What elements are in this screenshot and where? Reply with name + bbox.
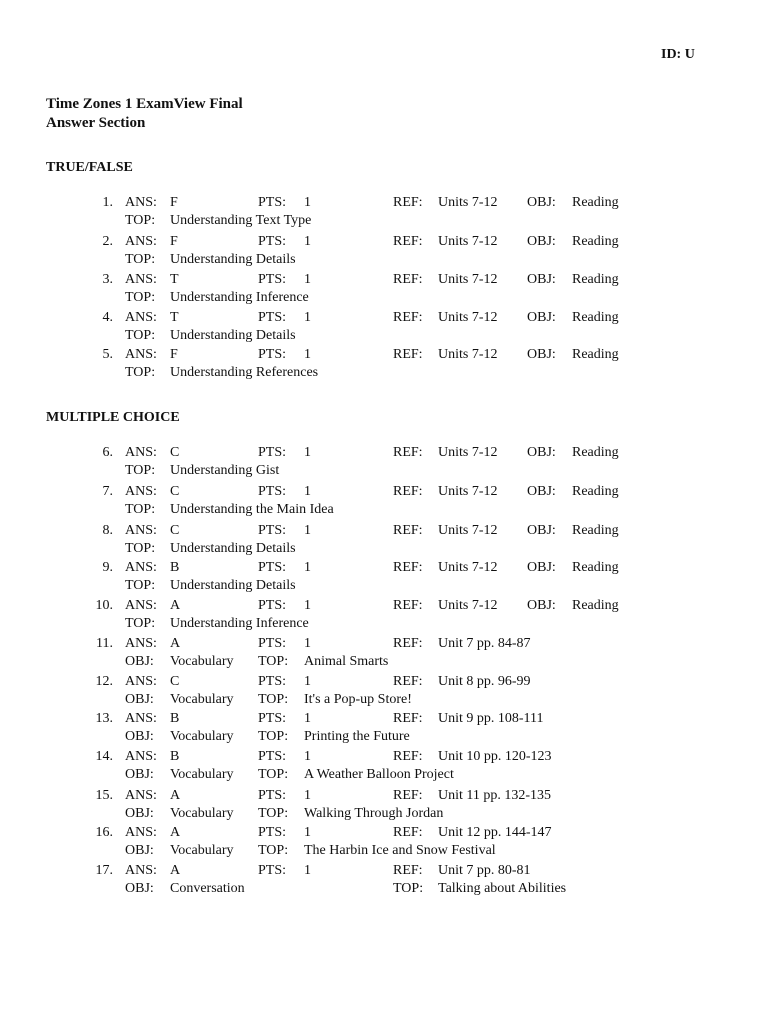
ref-label: REF: <box>393 523 423 538</box>
answer-row <box>0 483 768 501</box>
points-value: 1 <box>304 560 311 575</box>
answer-row-topic <box>0 251 768 269</box>
reference-value: Unit 7 pp. 80-81 <box>438 863 531 878</box>
ref-label: REF: <box>393 863 423 878</box>
topic-value: Understanding Inference <box>170 290 309 305</box>
answer-value: A <box>170 863 181 878</box>
points-value: 1 <box>304 195 311 210</box>
ans-label: ANS: <box>125 825 157 840</box>
answer-row-topic <box>0 327 768 345</box>
obj-label: OBJ: <box>527 560 556 575</box>
obj-label: OBJ: <box>527 234 556 249</box>
answer-row-objective <box>0 880 768 898</box>
question-number: 1. <box>102 195 113 210</box>
ans-label: ANS: <box>125 636 157 651</box>
pts-label: PTS: <box>258 445 287 460</box>
top-label: TOP: <box>125 365 156 380</box>
answer-row <box>0 559 768 577</box>
question-number: 8. <box>102 523 113 538</box>
answer-row <box>0 787 768 805</box>
answer-value: F <box>170 234 178 249</box>
obj-label: OBJ: <box>527 272 556 287</box>
ans-label: ANS: <box>125 674 157 689</box>
answer-row <box>0 748 768 766</box>
obj-label: OBJ: <box>125 767 154 782</box>
ref-label: REF: <box>393 788 423 803</box>
points-value: 1 <box>304 788 311 803</box>
topic-value: Understanding References <box>170 365 319 380</box>
answer-row-topic <box>0 212 768 230</box>
answer-value: A <box>170 598 181 613</box>
document-id: ID: U <box>661 47 695 62</box>
ref-label: REF: <box>393 598 423 613</box>
top-label: TOP: <box>125 290 156 305</box>
objective-value: Reading <box>572 234 619 249</box>
top-label: TOP: <box>258 767 289 782</box>
answer-value: C <box>170 674 180 689</box>
reference-value: Units 7-12 <box>438 195 498 210</box>
objective-value: Vocabulary <box>170 806 234 821</box>
topic-value: It's a Pop-up Store! <box>304 692 412 707</box>
question-number: 11. <box>96 636 113 651</box>
answer-row <box>0 824 768 842</box>
points-value: 1 <box>304 749 311 764</box>
topic-value: Understanding Details <box>170 252 296 267</box>
objective-value: Vocabulary <box>170 767 234 782</box>
answer-value: F <box>170 347 178 362</box>
points-value: 1 <box>304 523 311 538</box>
reference-value: Unit 12 pp. 144-147 <box>438 825 552 840</box>
reference-value: Units 7-12 <box>438 234 498 249</box>
objective-value: Reading <box>572 347 619 362</box>
objective-value: Reading <box>572 560 619 575</box>
objective-value: Reading <box>572 598 619 613</box>
question-number: 7. <box>102 484 113 499</box>
answer-row-topic <box>0 364 768 382</box>
answer-row-topic <box>0 615 768 633</box>
top-label: TOP: <box>125 502 156 517</box>
points-value: 1 <box>304 598 311 613</box>
reference-value: Units 7-12 <box>438 560 498 575</box>
topic-value: A Weather Balloon Project <box>304 767 454 782</box>
answer-row-objective <box>0 728 768 746</box>
reference-value: Units 7-12 <box>438 310 498 325</box>
answer-row <box>0 346 768 364</box>
question-number: 5. <box>102 347 113 362</box>
ans-label: ANS: <box>125 484 157 499</box>
topic-value: Animal Smarts <box>304 654 389 669</box>
points-value: 1 <box>304 825 311 840</box>
answer-value: B <box>170 560 180 575</box>
answer-row-objective <box>0 842 768 860</box>
top-label: TOP: <box>393 881 424 896</box>
pts-label: PTS: <box>258 863 287 878</box>
points-value: 1 <box>304 484 311 499</box>
answer-row-topic <box>0 462 768 480</box>
obj-label: OBJ: <box>527 523 556 538</box>
reference-value: Units 7-12 <box>438 523 498 538</box>
document-subtitle: Answer Section <box>46 115 146 131</box>
topic-value: Walking Through Jordan <box>304 806 444 821</box>
obj-label: OBJ: <box>125 843 154 858</box>
points-value: 1 <box>304 674 311 689</box>
topic-value: Understanding Details <box>170 541 296 556</box>
top-label: TOP: <box>125 616 156 631</box>
ans-label: ANS: <box>125 711 157 726</box>
ref-label: REF: <box>393 310 423 325</box>
reference-value: Unit 11 pp. 132-135 <box>438 788 552 803</box>
reference-value: Units 7-12 <box>438 484 498 499</box>
top-label: TOP: <box>125 213 156 228</box>
ans-label: ANS: <box>125 445 157 460</box>
ans-label: ANS: <box>125 195 157 210</box>
ref-label: REF: <box>393 560 423 575</box>
points-value: 1 <box>304 234 311 249</box>
topic-value: Talking about Abilities <box>438 881 567 896</box>
ref-label: REF: <box>393 484 423 499</box>
topic-value: Understanding the Main Idea <box>170 502 334 517</box>
points-value: 1 <box>304 711 311 726</box>
obj-label: OBJ: <box>125 806 154 821</box>
ref-label: REF: <box>393 445 423 460</box>
topic-value: Understanding Details <box>170 578 296 593</box>
pts-label: PTS: <box>258 711 287 726</box>
answer-value: C <box>170 484 180 499</box>
objective-value: Reading <box>572 195 619 210</box>
obj-label: OBJ: <box>527 445 556 460</box>
ans-label: ANS: <box>125 560 157 575</box>
pts-label: PTS: <box>258 347 287 362</box>
ref-label: REF: <box>393 711 423 726</box>
pts-label: PTS: <box>258 788 287 803</box>
answer-value: T <box>170 272 179 287</box>
objective-value: Vocabulary <box>170 843 234 858</box>
reference-value: Units 7-12 <box>438 272 498 287</box>
ref-label: REF: <box>393 347 423 362</box>
question-number: 12. <box>95 674 113 689</box>
question-number: 15. <box>95 788 113 803</box>
pts-label: PTS: <box>258 825 287 840</box>
question-number: 10. <box>95 598 113 613</box>
topic-value: Understanding Details <box>170 328 296 343</box>
ans-label: ANS: <box>125 863 157 878</box>
answer-value: T <box>170 310 179 325</box>
answer-value: C <box>170 445 180 460</box>
objective-value: Vocabulary <box>170 692 234 707</box>
top-label: TOP: <box>125 541 156 556</box>
question-number: 3. <box>102 272 113 287</box>
answer-row <box>0 309 768 327</box>
question-number: 16. <box>95 825 113 840</box>
reference-value: Unit 10 pp. 120-123 <box>438 749 552 764</box>
topic-value: The Harbin Ice and Snow Festival <box>304 843 496 858</box>
answer-value: C <box>170 523 180 538</box>
answer-value: B <box>170 749 180 764</box>
pts-label: PTS: <box>258 749 287 764</box>
ans-label: ANS: <box>125 310 157 325</box>
section-heading-multiple-choice: MULTIPLE CHOICE <box>46 410 180 425</box>
top-label: TOP: <box>125 252 156 267</box>
reference-value: Units 7-12 <box>438 445 498 460</box>
question-number: 13. <box>95 711 113 726</box>
ref-label: REF: <box>393 749 423 764</box>
objective-value: Reading <box>572 272 619 287</box>
answer-row <box>0 710 768 728</box>
answer-row <box>0 271 768 289</box>
section-heading-true-false: TRUE/FALSE <box>46 160 133 175</box>
obj-label: OBJ: <box>527 195 556 210</box>
reference-value: Unit 9 pp. 108-111 <box>438 711 544 726</box>
topic-value: Understanding Inference <box>170 616 309 631</box>
ans-label: ANS: <box>125 749 157 764</box>
obj-label: OBJ: <box>527 310 556 325</box>
ans-label: ANS: <box>125 347 157 362</box>
document-title-block <box>46 95 243 133</box>
answer-value: F <box>170 195 178 210</box>
pts-label: PTS: <box>258 272 287 287</box>
topic-value: Printing the Future <box>304 729 410 744</box>
answer-row-objective <box>0 691 768 709</box>
ans-label: ANS: <box>125 234 157 249</box>
pts-label: PTS: <box>258 484 287 499</box>
answer-value: A <box>170 825 181 840</box>
answer-value: A <box>170 636 181 651</box>
obj-label: OBJ: <box>125 881 154 896</box>
question-number: 2. <box>102 234 113 249</box>
top-label: TOP: <box>125 328 156 343</box>
reference-value: Unit 8 pp. 96-99 <box>438 674 531 689</box>
points-value: 1 <box>304 347 311 362</box>
top-label: TOP: <box>258 729 289 744</box>
answer-value: B <box>170 711 180 726</box>
top-label: TOP: <box>258 806 289 821</box>
answer-row-topic <box>0 540 768 558</box>
answer-row <box>0 673 768 691</box>
question-number: 17. <box>95 863 113 878</box>
ans-label: ANS: <box>125 272 157 287</box>
ans-label: ANS: <box>125 598 157 613</box>
obj-label: OBJ: <box>125 692 154 707</box>
points-value: 1 <box>304 310 311 325</box>
answer-row-objective <box>0 766 768 784</box>
objective-value: Reading <box>572 523 619 538</box>
obj-label: OBJ: <box>125 729 154 744</box>
pts-label: PTS: <box>258 598 287 613</box>
question-number: 9. <box>102 560 113 575</box>
objective-value: Reading <box>572 484 619 499</box>
ref-label: REF: <box>393 825 423 840</box>
objective-value: Conversation <box>170 881 245 896</box>
answer-value: A <box>170 788 181 803</box>
answer-row <box>0 444 768 462</box>
top-label: TOP: <box>125 578 156 593</box>
pts-label: PTS: <box>258 234 287 249</box>
obj-label: OBJ: <box>527 347 556 362</box>
pts-label: PTS: <box>258 310 287 325</box>
objective-value: Vocabulary <box>170 729 234 744</box>
answer-row-objective <box>0 653 768 671</box>
points-value: 1 <box>304 445 311 460</box>
reference-value: Units 7-12 <box>438 598 498 613</box>
points-value: 1 <box>304 272 311 287</box>
question-number: 6. <box>102 445 113 460</box>
ref-label: REF: <box>393 674 423 689</box>
pts-label: PTS: <box>258 195 287 210</box>
pts-label: PTS: <box>258 636 287 651</box>
topic-value: Understanding Gist <box>170 463 280 478</box>
answer-row <box>0 862 768 880</box>
answer-row-objective <box>0 805 768 823</box>
ans-label: ANS: <box>125 523 157 538</box>
obj-label: OBJ: <box>527 598 556 613</box>
points-value: 1 <box>304 636 311 651</box>
answer-row <box>0 194 768 212</box>
question-number: 14. <box>95 749 113 764</box>
question-number: 4. <box>102 310 113 325</box>
pts-label: PTS: <box>258 523 287 538</box>
answer-row <box>0 233 768 251</box>
ref-label: REF: <box>393 234 423 249</box>
ref-label: REF: <box>393 272 423 287</box>
answer-row <box>0 635 768 653</box>
answer-row-topic <box>0 577 768 595</box>
answer-row-topic <box>0 501 768 519</box>
top-label: TOP: <box>125 463 156 478</box>
objective-value: Reading <box>572 445 619 460</box>
top-label: TOP: <box>258 843 289 858</box>
ref-label: REF: <box>393 195 423 210</box>
pts-label: PTS: <box>258 560 287 575</box>
obj-label: OBJ: <box>125 654 154 669</box>
answer-row <box>0 522 768 540</box>
answer-row-topic <box>0 289 768 307</box>
ans-label: ANS: <box>125 788 157 803</box>
answer-row <box>0 597 768 615</box>
obj-label: OBJ: <box>527 484 556 499</box>
top-label: TOP: <box>258 654 289 669</box>
reference-value: Units 7-12 <box>438 347 498 362</box>
pts-label: PTS: <box>258 674 287 689</box>
objective-value: Reading <box>572 310 619 325</box>
topic-value: Understanding Text Type <box>170 213 312 228</box>
ref-label: REF: <box>393 636 423 651</box>
objective-value: Vocabulary <box>170 654 234 669</box>
document-title: Time Zones 1 ExamView Final <box>46 96 243 112</box>
reference-value: Unit 7 pp. 84-87 <box>438 636 531 651</box>
points-value: 1 <box>304 863 311 878</box>
top-label: TOP: <box>258 692 289 707</box>
